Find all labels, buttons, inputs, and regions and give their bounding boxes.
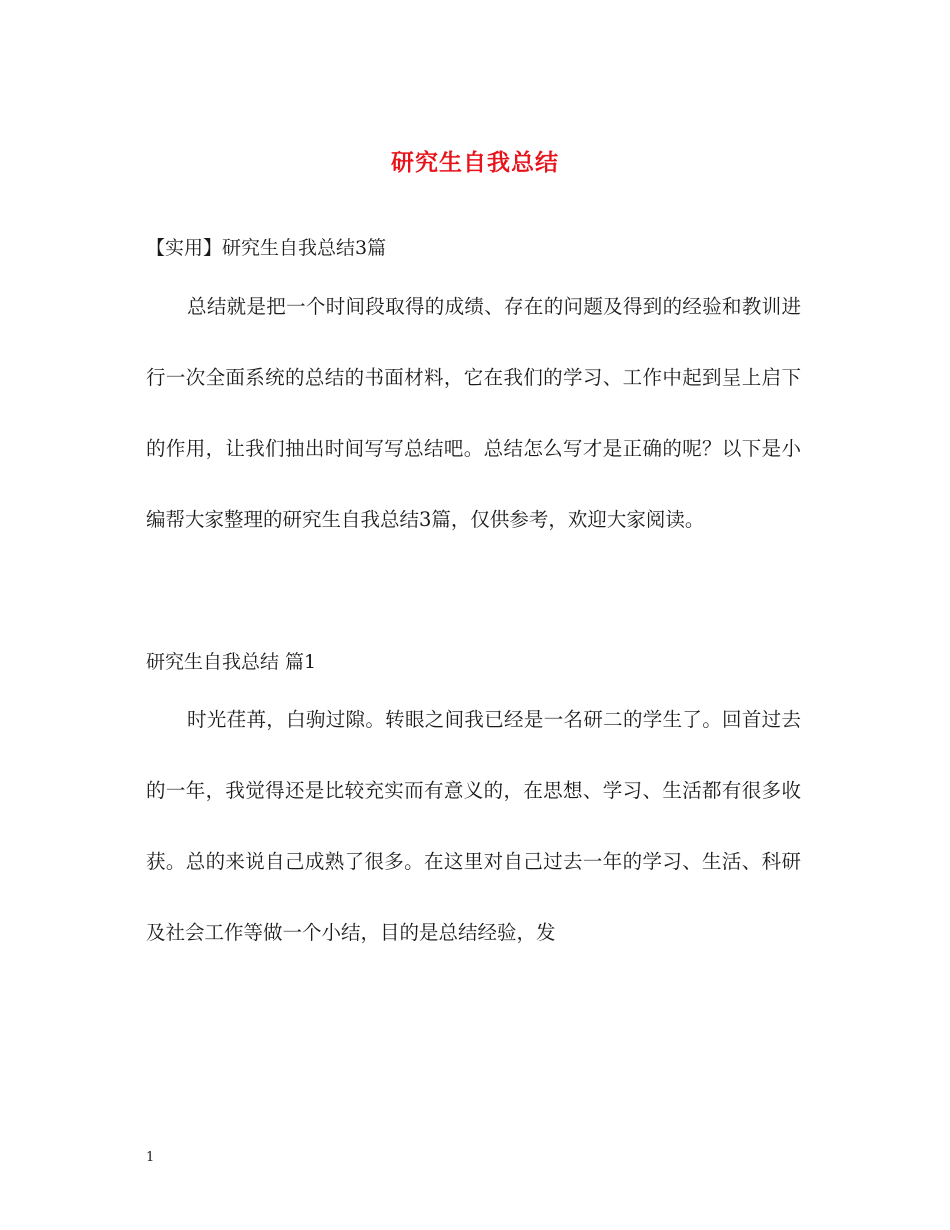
section-heading: 研究生自我总结 篇1 [146,651,317,673]
section-paragraph: 时光荏苒，白驹过隙。转眼之间我已经是一名研二的学生了。回首过去的一年，我觉得还是比较充实而有意义的，在思想、学习、生活都有很多收获。总的来说自己成熟了很多。在这里对自己过去一年的学习、生活、科研及社会工作等做一个小结，目的是总结经验，发 [146,708,801,944]
intro-paragraph: 总结就是把一个时间段取得的成绩、存在的问题及得到的经验和教训进行一次全面系统的总结的书面材料，它在我们的学习、工作中起到呈上启下的作用，让我们抽出时间写写总结吧。总结怎么写才是正确的呢？以下是小编帮大家整理的研究生自我总结3篇，仅供参考，欢迎大家阅读。 [146,295,801,531]
page-number: 1 [146,1150,155,1165]
document-subtitle: 【实用】研究生自我总结3篇 [146,237,387,259]
document-title: 研究生自我总结 [391,149,559,176]
